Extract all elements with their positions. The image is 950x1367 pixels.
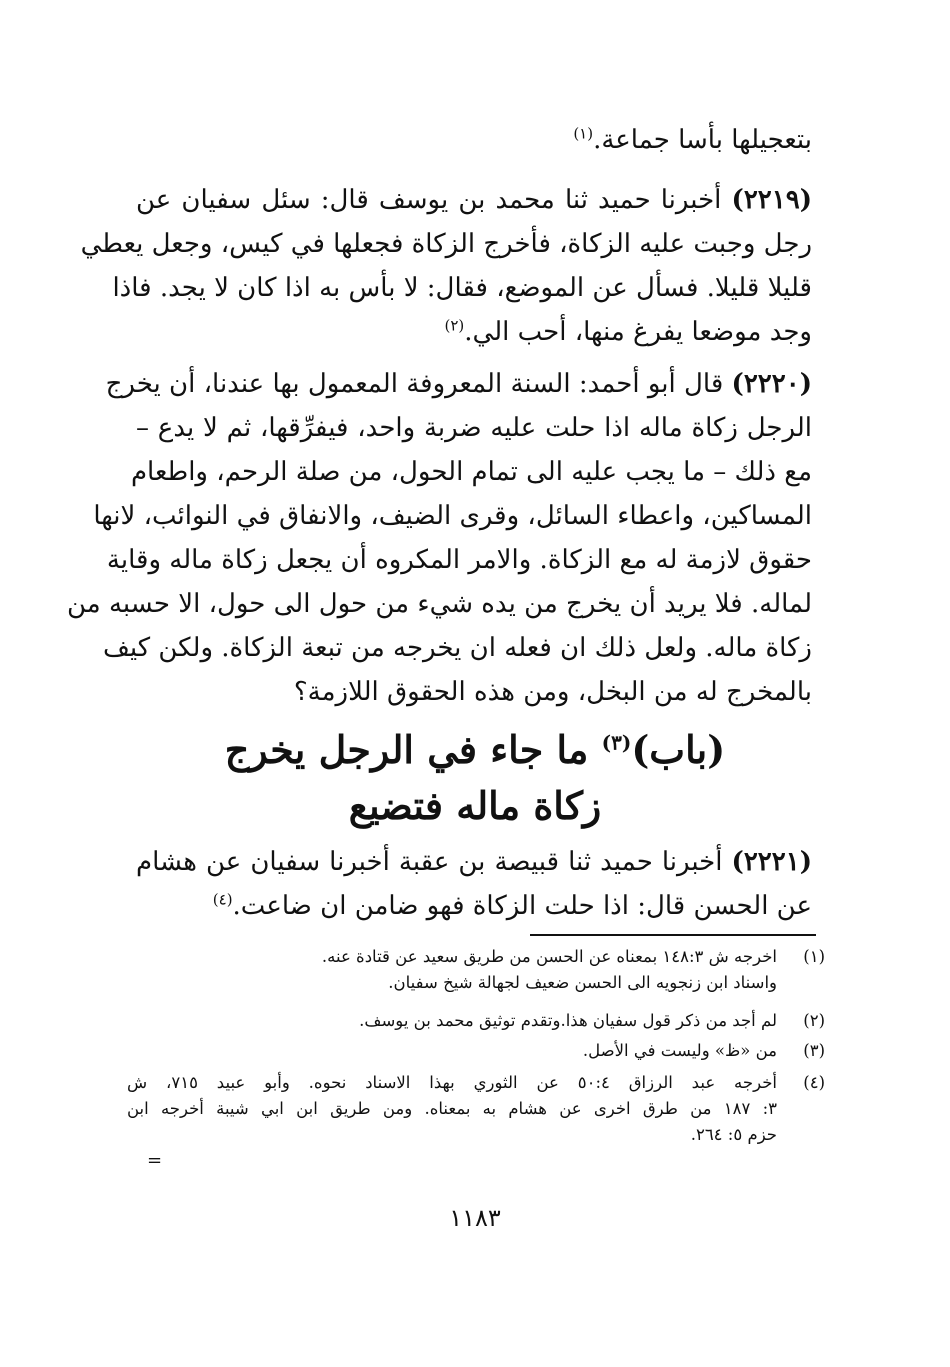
footnote <box>125 944 825 1004</box>
hadith-number: (٢٢٢٠) <box>731 369 812 399</box>
footnote-line: حزم ٥: ٢٦٤. <box>690 1125 777 1144</box>
text-line <box>136 670 812 714</box>
text-line <box>136 118 812 162</box>
continuation-mark: = <box>147 1150 163 1171</box>
footnote-line: من «ظ» وليست في الأصل. <box>582 1041 777 1060</box>
line-text: رجل وجبت عليه الزكاة، فأخرج الزكاة فجعلها في كيس، وجعل يعطي <box>80 229 812 259</box>
line-text: الرجل زكاة ماله اذا حلت عليه ضربة واحد، فيفرِّقها، ثم لا يدع – <box>136 413 812 443</box>
chapter-label: (باب) <box>631 727 726 772</box>
footnote-marker: (٣) <box>601 730 632 755</box>
text-line <box>106 538 812 582</box>
chapter-title: زكاة ماله فتضيع <box>348 783 602 828</box>
footnote <box>125 1070 825 1154</box>
footnote-marker: (٢) <box>444 316 465 335</box>
line-text: بالمخرج له من البخل، ومن هذه الحقوق اللازمة؟ <box>293 677 812 707</box>
text-line <box>102 626 812 670</box>
page-number: ١١٨٣ <box>449 1204 501 1232</box>
footnote-marker: (١) <box>573 124 594 143</box>
footnote-line: اخرجه ش ١٤٨:٣ بمعناه عن الحسن من طريق سعيد عن قتادة عنه. <box>321 947 777 966</box>
footnote-number: (٢) <box>803 1011 825 1030</box>
text-line <box>112 266 812 310</box>
line-text: عن الحسن قال: اذا حلت الزكاة فهو ضامن ان ضاعت. <box>232 891 812 921</box>
footnote-line: أخرجه عبد الرزاق ٥٠:٤ عن الثوري بهذا الاسناد نحوه. وأبو عبيد ٧١٥، ش <box>127 1073 777 1092</box>
text-line <box>130 450 812 494</box>
line-text: زكاة ماله. ولعل ذلك ان فعله ان يخرجه من تبعة الزكاة. ولكن كيف <box>102 633 812 663</box>
line-text: أخبرنا حميد ثنا قبيصة بن عقبة أخبرنا سفيان عن هشام <box>136 847 723 877</box>
line-text: لماله. فلا يريد أن يخرج من يده شيء من حول الى حول، الا حسبه من <box>66 589 812 619</box>
footnote-marker: (٤) <box>212 890 233 909</box>
line-text: قليلا قليلا. فسأل عن الموضع، فقال: لا بأس به اذا كان لا يجد. فاذا <box>112 273 812 303</box>
line-text: مع ذلك – ما يجب عليه الى تمام الحول، من صلة الرحم، واطعام <box>130 457 812 487</box>
line-text: المساكين، واعطاء السائل، وقرى الضيف، والانفاق في النوائب، لانها <box>93 501 812 531</box>
line-text: أخبرنا حميد ثنا محمد بن يوسف قال: سئل سفيان عن <box>136 185 722 215</box>
line-text: بتعجيلها بأسا جماعة. <box>593 125 812 155</box>
footnote-separator <box>530 934 816 936</box>
text-line <box>80 222 812 266</box>
hadith-number: (٢٢١٩) <box>731 185 812 215</box>
text-line <box>136 406 812 450</box>
line-text: قال أبو أحمد: السنة المعروفة المعمول بها عندنا، أن يخرج <box>105 369 724 399</box>
footnote <box>125 1038 825 1068</box>
text-line <box>105 362 812 406</box>
footnote-line: ٣: ١٨٧ من طرق اخرى عن هشام به بمعناه. ومن طريق ابن ابي شيبة أخرجه ابن <box>127 1099 777 1118</box>
footnote-number: (٣) <box>803 1041 825 1060</box>
chapter-heading-line2 <box>0 776 950 836</box>
text-line <box>66 582 812 626</box>
chapter-title: ما جاء في الرجل يخرج <box>224 727 589 772</box>
text-line <box>93 494 812 538</box>
footnote-line: واسناد ابن زنجويه الى الحسن ضعيف لجهالة شيخ سفيان. <box>388 973 777 992</box>
text-line <box>136 884 812 928</box>
footnote <box>125 1008 825 1038</box>
footnote-line: لم أجد من ذكر قول سفيان هذا.وتقدم توثيق محمد بن يوسف. <box>359 1011 777 1030</box>
footnote-number: (١) <box>803 947 825 966</box>
hadith-number: (٢٢٢١) <box>731 847 813 877</box>
text-line <box>136 178 812 222</box>
line-text: حقوق لازمة له مع الزكاة. والامر المكروه أن يجعل زكاة ماله وقاية <box>106 545 812 575</box>
text-line <box>136 310 812 354</box>
line-text: وجد موضعا يفرغ منها، أحب الي. <box>464 317 812 347</box>
chapter-heading <box>0 720 950 780</box>
footnote-number: (٤) <box>803 1073 825 1092</box>
text-line <box>136 840 812 884</box>
